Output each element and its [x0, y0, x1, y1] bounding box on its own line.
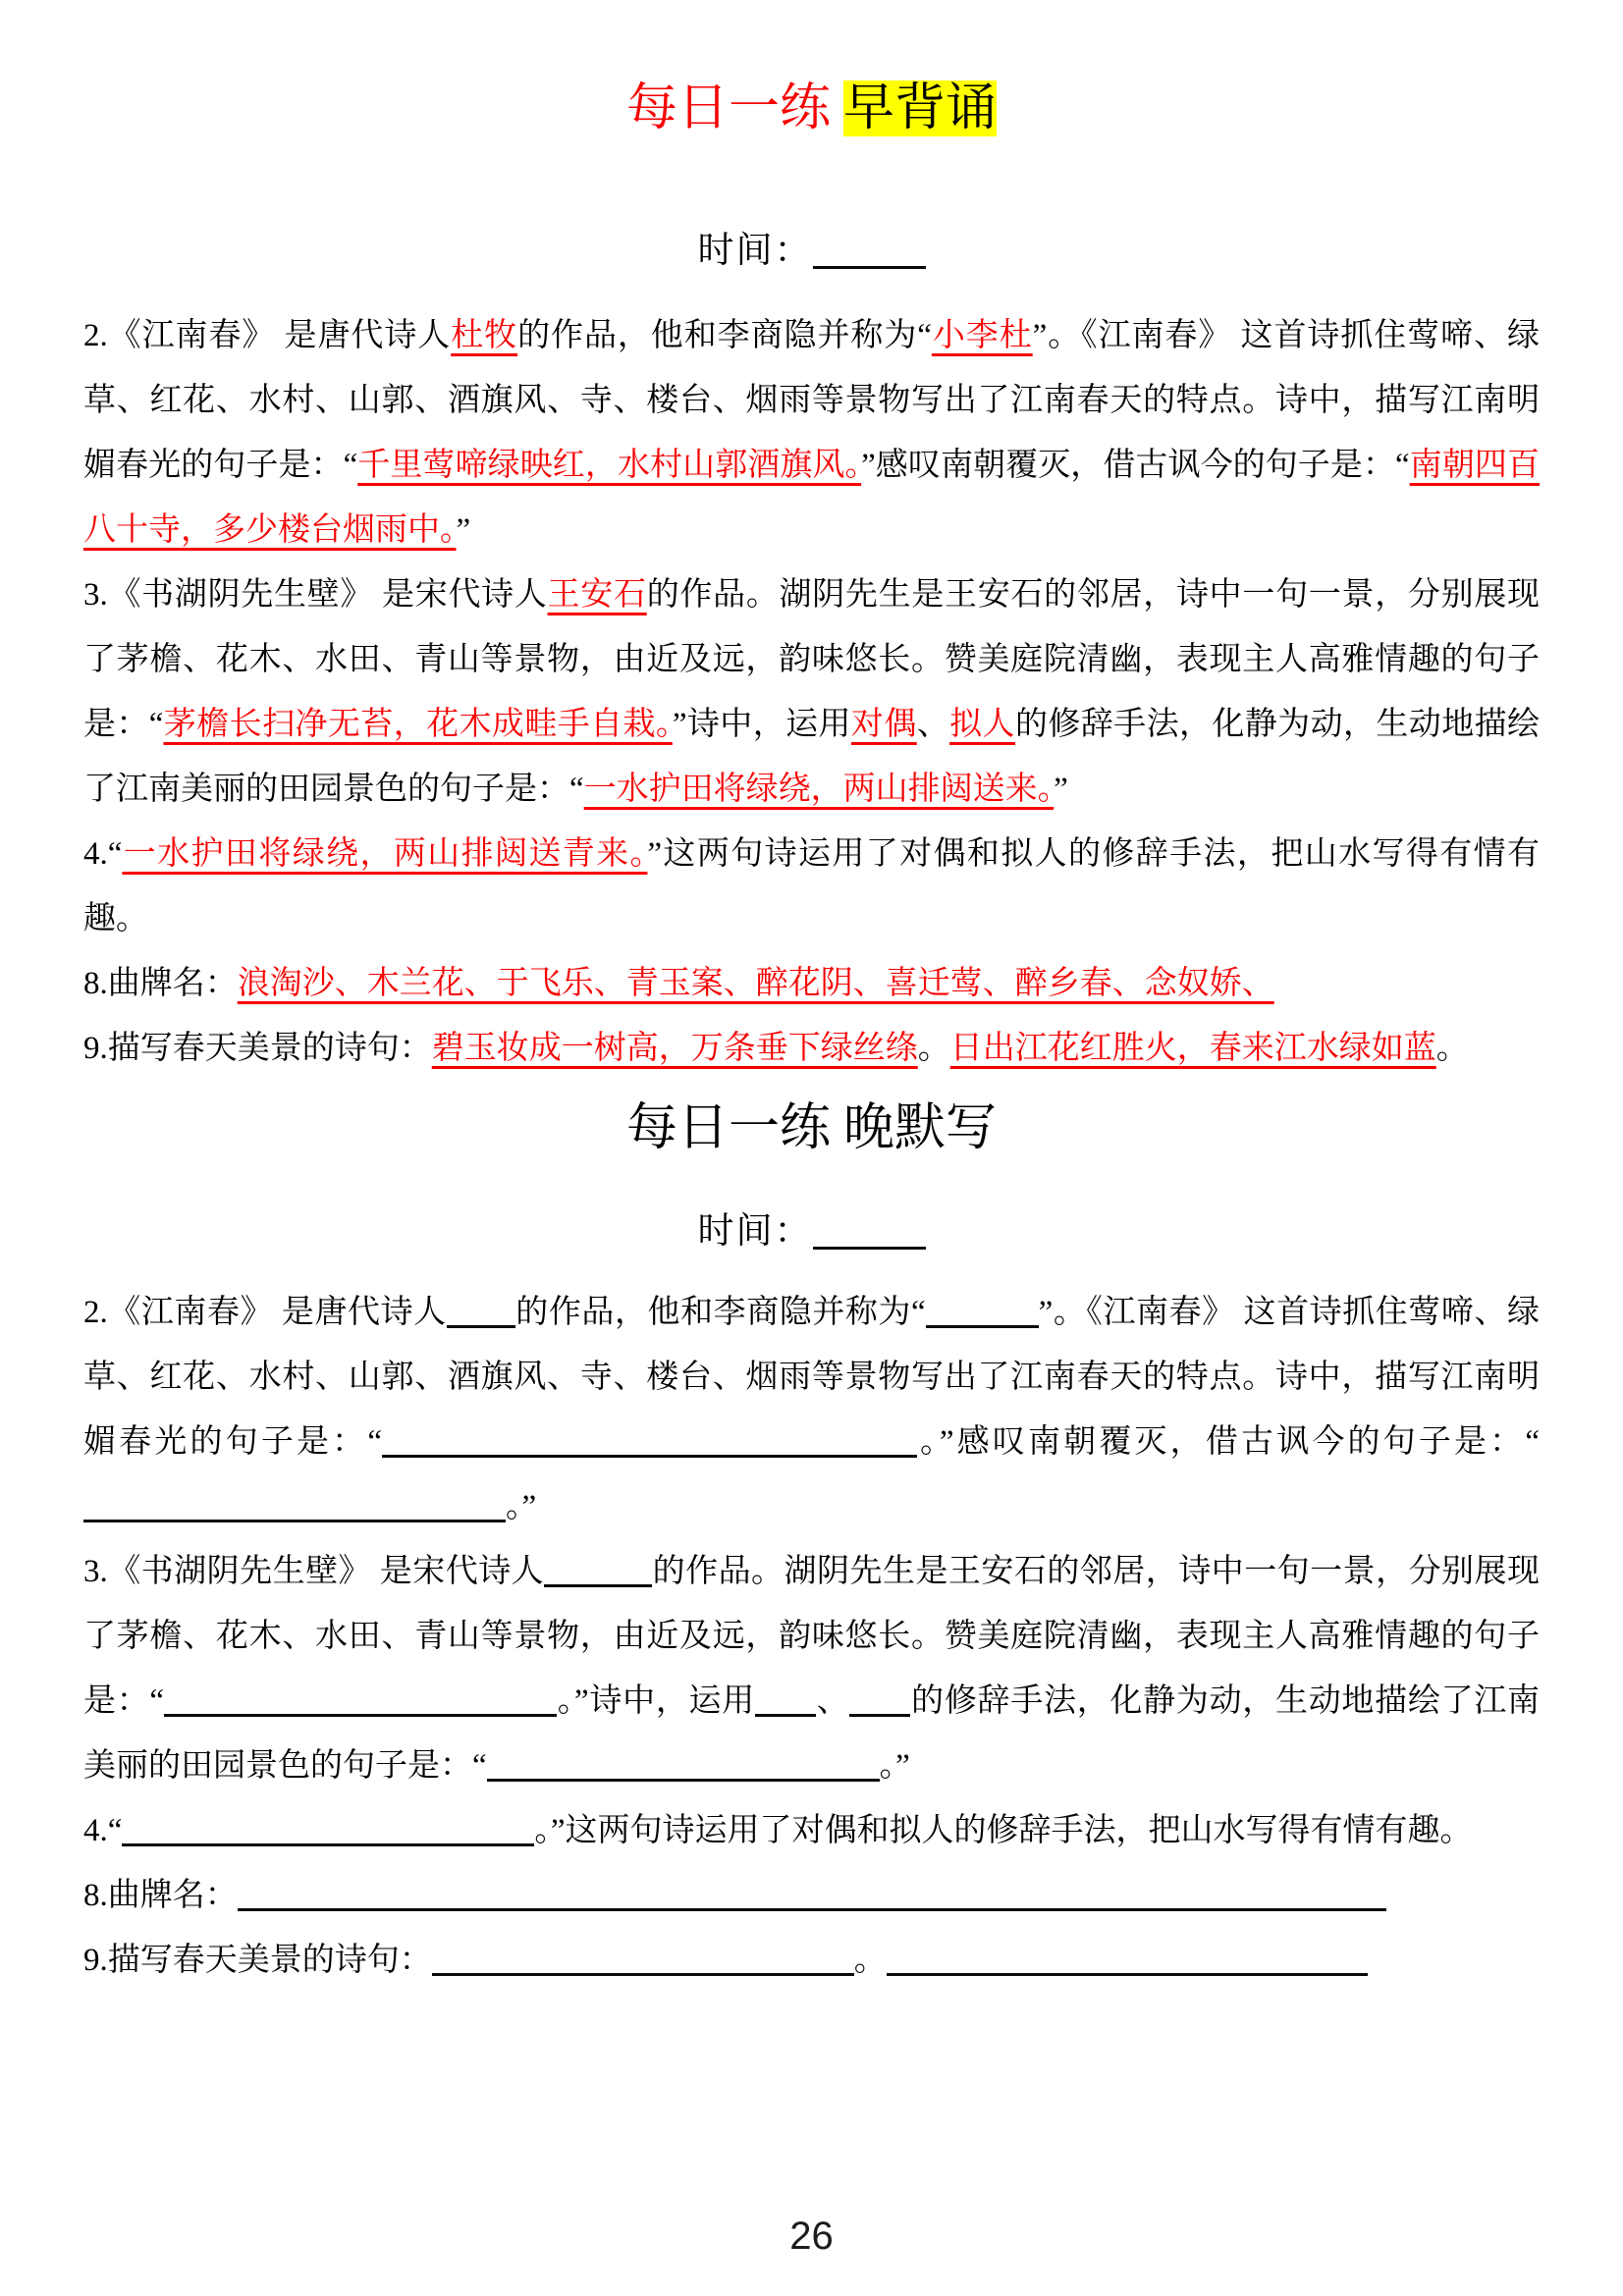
answer-text: 碧玉妆成一树高，万条垂下绿丝绦 [431, 1031, 918, 1066]
paragraph [83, 1280, 1540, 1539]
body-text: 8.曲牌名： [83, 1878, 238, 1913]
paragraph [83, 951, 1540, 1016]
paragraph [83, 562, 1540, 822]
body-text: 的修辞手法，化静为动，生动地描绘了江南美丽的田园景色的句子是：“ [83, 1683, 1541, 1784]
answer-blank [83, 1487, 506, 1522]
body-text: 。” [879, 1748, 910, 1784]
answer-blank [926, 1293, 1039, 1328]
paragraph [83, 822, 1540, 951]
answer-blank [382, 1422, 917, 1458]
body-text: ”诗中，运用 [672, 707, 851, 742]
answer-text: 一水护田将绿绕，两山排闼送青来。 [122, 836, 648, 872]
body-text: ” [1054, 772, 1068, 807]
answer-text: 拟人 [949, 707, 1015, 742]
title-part: 每日一练 晚默写 [625, 1100, 997, 1156]
section-body-morning [83, 303, 1540, 1081]
section-morning-recitation [83, 77, 1540, 1081]
body-text: 2.《江南春》 是唐代诗人 [83, 318, 452, 353]
paragraph [83, 1539, 1540, 1798]
answer-text: 小李杜 [931, 318, 1033, 353]
body-text: 的作品。湖阴先生是王安石的邻居，诗中一句一景，分别展现了茅檐、花木、水田、青山等景物，由近及远，韵味悠长。赞美庭院清幽，表现主人高雅情趣的句子是：“ [83, 577, 1541, 742]
body-text: ”。《江南春》 这首诗抓住莺啼、绿草、红花、水村、山郭、酒旗风、寺、楼台、烟雨等景物写出了江南春天的特点。诗中，描写江南明媚春光的句子是：“ [83, 318, 1541, 483]
title-part: 早背诵 [843, 80, 998, 136]
body-text: 。”这两句诗运用了对偶和拟人的修辞手法，把山水写得有情有趣。 [534, 1813, 1473, 1848]
section-title-morning [83, 77, 1540, 140]
body-text: 2.《江南春》 是唐代诗人 [83, 1295, 447, 1330]
body-text: 、 [815, 1683, 850, 1719]
body-text: ” [456, 512, 471, 548]
paragraph [83, 1928, 1540, 1993]
time-line-evening [83, 1207, 1540, 1256]
time-blank [813, 230, 926, 269]
section-body-evening [83, 1280, 1540, 1993]
time-label: 时间： [697, 231, 813, 271]
answer-text: 日出江花红胜火，春来江水绿如蓝 [949, 1031, 1436, 1066]
body-text: 9.描写春天美景的诗句： [83, 1943, 432, 1978]
paragraph [83, 1016, 1540, 1081]
body-text: 9.描写春天美景的诗句： [83, 1031, 432, 1066]
answer-text: 茅檐长扫净无苔，花木成畦手自栽。 [163, 707, 673, 742]
paragraph [83, 1863, 1540, 1928]
section-evening-dictation [83, 1096, 1540, 1993]
body-text: 。” [506, 1489, 537, 1524]
answer-blank [432, 1941, 854, 1976]
paragraph [83, 303, 1540, 562]
section-title-evening [83, 1096, 1540, 1160]
answer-text: 一水护田将绿绕，两山排闼送来。 [583, 772, 1055, 807]
answer-text: 王安石 [547, 577, 647, 613]
body-text: 、 [916, 707, 950, 742]
body-text: 3.《书湖阴先生壁》 是宋代诗人 [83, 577, 548, 613]
body-text: 的作品，他和李商隐并称为“ [517, 318, 932, 353]
body-text: ”。《江南春》 这首诗抓住莺啼、绿草、红花、水村、山郭、酒旗风、寺、楼台、烟雨等景物写出了江南春天的特点。诗中，描写江南明媚春光的句子是：“ [83, 1295, 1540, 1460]
answer-blank [447, 1293, 515, 1328]
answer-text: 南朝四百八十寺，多少楼台烟雨中。 [83, 448, 1540, 548]
answer-blank [238, 1876, 1386, 1911]
answer-blank [544, 1552, 652, 1587]
answer-text: 杜牧 [451, 318, 518, 353]
body-text: 4.“ [83, 836, 123, 872]
body-text: 。”诗中，运用 [557, 1683, 755, 1719]
title-part: 每日一练 [625, 80, 843, 136]
body-text: 。 [853, 1943, 887, 1978]
body-text: 8.曲牌名： [83, 966, 238, 1001]
paragraph [83, 1798, 1540, 1863]
body-text: 3.《书湖阴先生壁》 是宋代诗人 [83, 1554, 545, 1589]
body-text: 。”感叹南朝覆灭，借古讽今的句子是：“ [917, 1424, 1540, 1460]
answer-blank [755, 1682, 816, 1717]
answer-blank [487, 1746, 880, 1782]
body-text: 的修辞手法，化静为动，生动地描绘了江南美丽的田园景色的句子是：“ [83, 707, 1541, 807]
body-text: 。 [1435, 1031, 1469, 1066]
body-text: ”这两句诗运用了对偶和拟人的修辞手法，把山水写得有情有趣。 [83, 836, 1540, 936]
answer-text: 浪淘沙、木兰花、于飞乐、青玉案、醉花阴、喜迁莺、醉乡春、念奴娇、 [237, 966, 1274, 1001]
time-label: 时间： [697, 1211, 813, 1252]
answer-text: 千里莺啼绿映红，水村山郭酒旗风。 [357, 448, 862, 483]
answer-blank [122, 1811, 534, 1846]
answer-blank [164, 1682, 557, 1717]
body-text: 4.“ [83, 1813, 123, 1848]
time-line-morning [83, 227, 1540, 276]
body-text: 的作品，他和李商隐并称为“ [514, 1295, 926, 1330]
body-text: 的作品。湖阴先生是王安石的邻居，诗中一句一景，分别展现了茅檐、花木、水田、青山等景物，由近及远，韵味悠长。赞美庭院清幽，表现主人高雅情趣的句子是：“ [83, 1554, 1541, 1719]
answer-blank [887, 1941, 1368, 1976]
time-blank [813, 1210, 926, 1250]
body-text: 。 [917, 1031, 950, 1066]
page-number: 26 [789, 2215, 834, 2258]
body-text: ”感叹南朝覆灭，借古讽今的句子是：“ [861, 448, 1410, 483]
answer-blank [849, 1682, 910, 1717]
answer-text: 对偶 [850, 707, 917, 742]
